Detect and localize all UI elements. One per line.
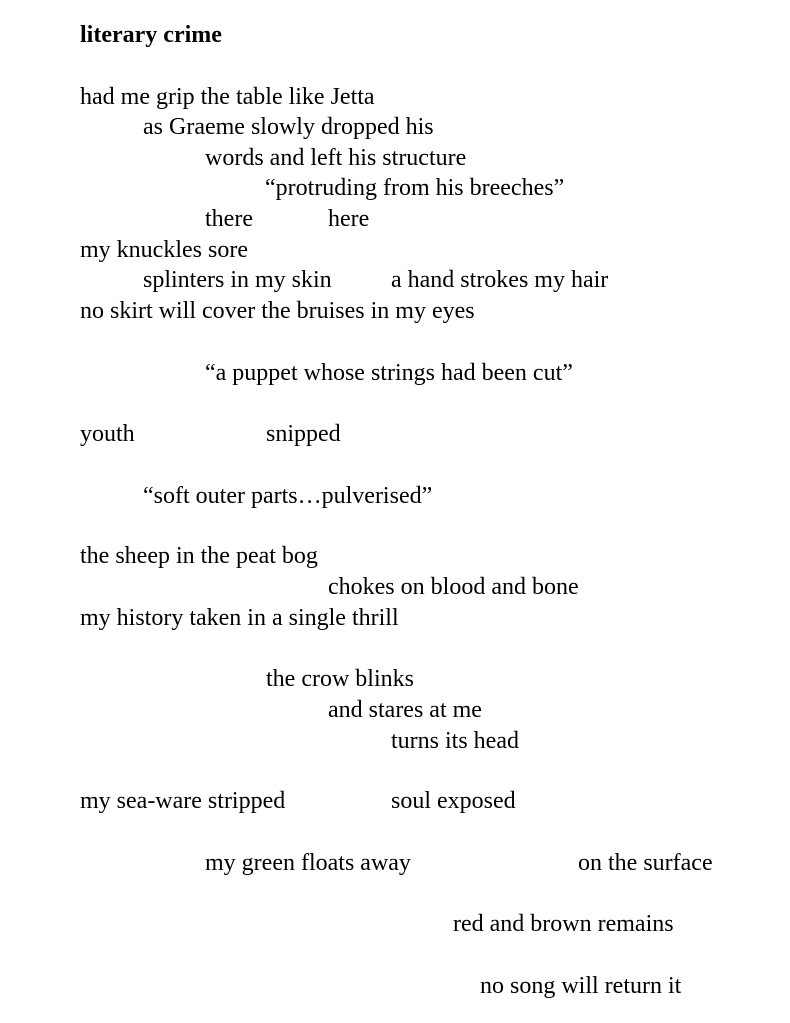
poem-line: snipped	[266, 421, 341, 447]
poem-line: my history taken in a single thrill	[80, 605, 399, 631]
poem-line: my knuckles sore	[80, 237, 248, 263]
poem-line: no skirt will cover the bruises in my eyes	[80, 298, 475, 324]
poem-line: “soft outer parts…pulverised”	[143, 483, 433, 509]
poem-line: had me grip the table like Jetta	[80, 84, 375, 110]
poem-title: literary crime	[80, 22, 222, 48]
poem-line: a hand strokes my hair	[391, 267, 609, 293]
poem-line: the sheep in the peat bog	[80, 543, 318, 569]
poem-line: the crow blinks	[266, 666, 414, 692]
poem-line: splinters in my skin	[143, 267, 332, 293]
poem-line: my green floats away	[205, 850, 411, 876]
poem-line: and stares at me	[328, 697, 482, 723]
poem-line: no song will return it	[480, 973, 682, 999]
poem-line: soul exposed	[391, 788, 516, 814]
poem-line: turns its head	[391, 728, 519, 754]
poem-line: my sea-ware stripped	[80, 788, 286, 814]
poem-line: red and brown remains	[453, 911, 674, 937]
poem-line: “protruding from his breeches”	[265, 175, 565, 201]
poem-line: “a puppet whose strings had been cut”	[205, 360, 573, 386]
poem-line: here	[328, 206, 370, 232]
poem-line: youth	[80, 421, 135, 447]
poem-line: there	[205, 206, 253, 232]
poem-line: as Graeme slowly dropped his	[143, 114, 434, 140]
poem-line: words and left his structure	[205, 145, 467, 171]
poem-line: on the surface	[578, 850, 713, 876]
poem-line: chokes on blood and bone	[328, 574, 579, 600]
